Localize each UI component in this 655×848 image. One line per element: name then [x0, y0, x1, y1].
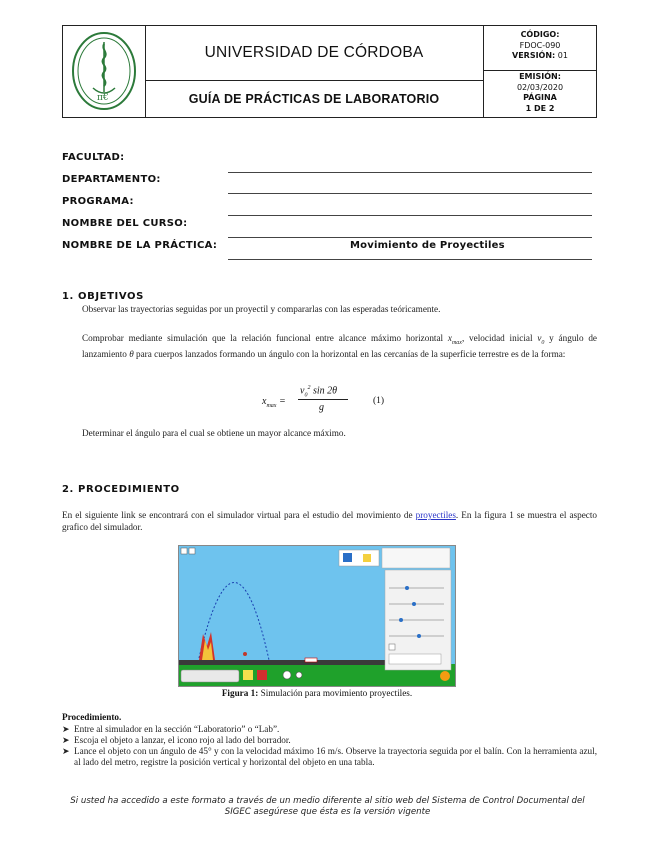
zoom-out-icon	[189, 548, 195, 554]
launch-object-button	[257, 670, 267, 680]
simulator-figure	[178, 545, 456, 687]
play-button	[283, 671, 291, 679]
program-label: PROGRAMA:	[62, 196, 134, 207]
tape-tool-icon	[363, 554, 371, 562]
svg-text:π€: π€	[97, 93, 109, 103]
guide-title: GUÍA DE PRÁCTICAS DE LABORATORIO	[188, 92, 440, 106]
speed-controls	[181, 670, 239, 682]
procedure-steps	[62, 724, 597, 768]
info-panel	[382, 548, 450, 568]
target-icon	[243, 652, 247, 656]
zoom-in-icon	[181, 548, 187, 554]
faculty-label: FACULTAD:	[62, 152, 125, 163]
version-label: VERSIÓN:	[512, 51, 556, 60]
objective-1: Observar las trayectorias seguidas por un proyectil y compararlas con las esperadas teóricamente.	[82, 304, 441, 314]
measure-track	[179, 660, 389, 665]
version-value: 01	[557, 51, 568, 60]
objective-3: Determinar el ángulo para el cual se obtiene un mayor alcance máximo.	[82, 428, 346, 438]
procedure-title: Procedimiento.	[62, 712, 122, 722]
objective-2: Comprobar mediante simulación que la relación funcional entre alcance máximo horizontal $x_{max}$, velocidad inicial $v_0$ y ángulo de lanzamiento θ para cuerpos lanzados formando un ángulo con la horizontal en las cercanías de la superficie terrestre es de la forma:	[82, 333, 598, 360]
seal-logo-icon	[63, 26, 145, 117]
procedure-step: ➤ Escoja el objeto a lanzar, el icono rojo al lado del borrador.	[62, 735, 291, 745]
course-line	[228, 237, 592, 238]
department-label: DEPARTAMENTO:	[62, 174, 161, 185]
course-label: NOMBRE DEL CURSO:	[62, 218, 188, 229]
landing-target	[305, 658, 317, 662]
section-procedure-heading: 2. PROCEDIMIENTO	[62, 484, 180, 495]
arrow-bullet-icon: ➤	[62, 735, 70, 745]
practice-label: NOMBRE DE LA PRÁCTICA:	[62, 240, 218, 251]
university-name: UNIVERSIDAD DE CÓRDOBA	[145, 26, 483, 81]
step-button	[296, 672, 302, 678]
page-value: 1 DE 2	[525, 103, 555, 113]
university-seal	[63, 26, 146, 117]
formula-number: (1)	[373, 396, 385, 406]
measure-tool-icon	[343, 553, 352, 562]
projectiles-link[interactable]: proyectiles	[415, 510, 456, 520]
procedure-step: ➤ Entre al simulador en la sección “Laboratorio” o “Lab”.	[62, 724, 280, 734]
figure-caption: Figura 1: Simulación para movimiento proyectiles.	[221, 688, 413, 698]
program-line	[228, 215, 592, 216]
document-header	[62, 25, 597, 118]
range-formula: $x_{max}$ = $v_0^2$ sin 2θ g	[262, 384, 432, 416]
emission-value: 02/03/2020	[516, 82, 564, 92]
reset-button	[440, 671, 450, 681]
emission-label: EMISIÓN:	[519, 72, 561, 81]
document-footer: Si usted ha accedido a este formato a través de un medio diferente al sitio web del Sistema de Control Documental del SIGEC asegúrese que ésta es la versión vigente	[70, 796, 585, 817]
faculty-line	[228, 172, 592, 173]
procedure-step: ➤ Lance el objeto con un ángulo de 45° y con la velocidad máximo 16 m/s. Observe la trayectoria seguida por el balín. Con la herramienta azul, al lado del metro, registre la posición vertical y horizontal del objeto en una tabla.	[62, 746, 597, 767]
eraser-button	[243, 670, 253, 680]
section-objectives-heading: 1. OBJETIVOS	[62, 291, 144, 302]
code-value: FDOC-090	[519, 40, 561, 50]
procedure-intro: En el siguiente link se encontrará con el simulador virtual para el estudio del movimiento de proyectiles. En la figura 1 se muestra el aspecto grafico del simulador.	[62, 510, 597, 532]
arrow-bullet-icon: ➤	[62, 724, 70, 734]
page-label: PÁGINA	[523, 93, 557, 102]
code-label: CÓDIGO:	[520, 30, 560, 39]
practice-line	[228, 259, 592, 260]
document-metadata	[484, 26, 596, 117]
practice-value: Movimiento de Proyectiles	[350, 240, 505, 251]
arrow-bullet-icon: ➤	[62, 746, 70, 756]
department-line	[228, 193, 592, 194]
